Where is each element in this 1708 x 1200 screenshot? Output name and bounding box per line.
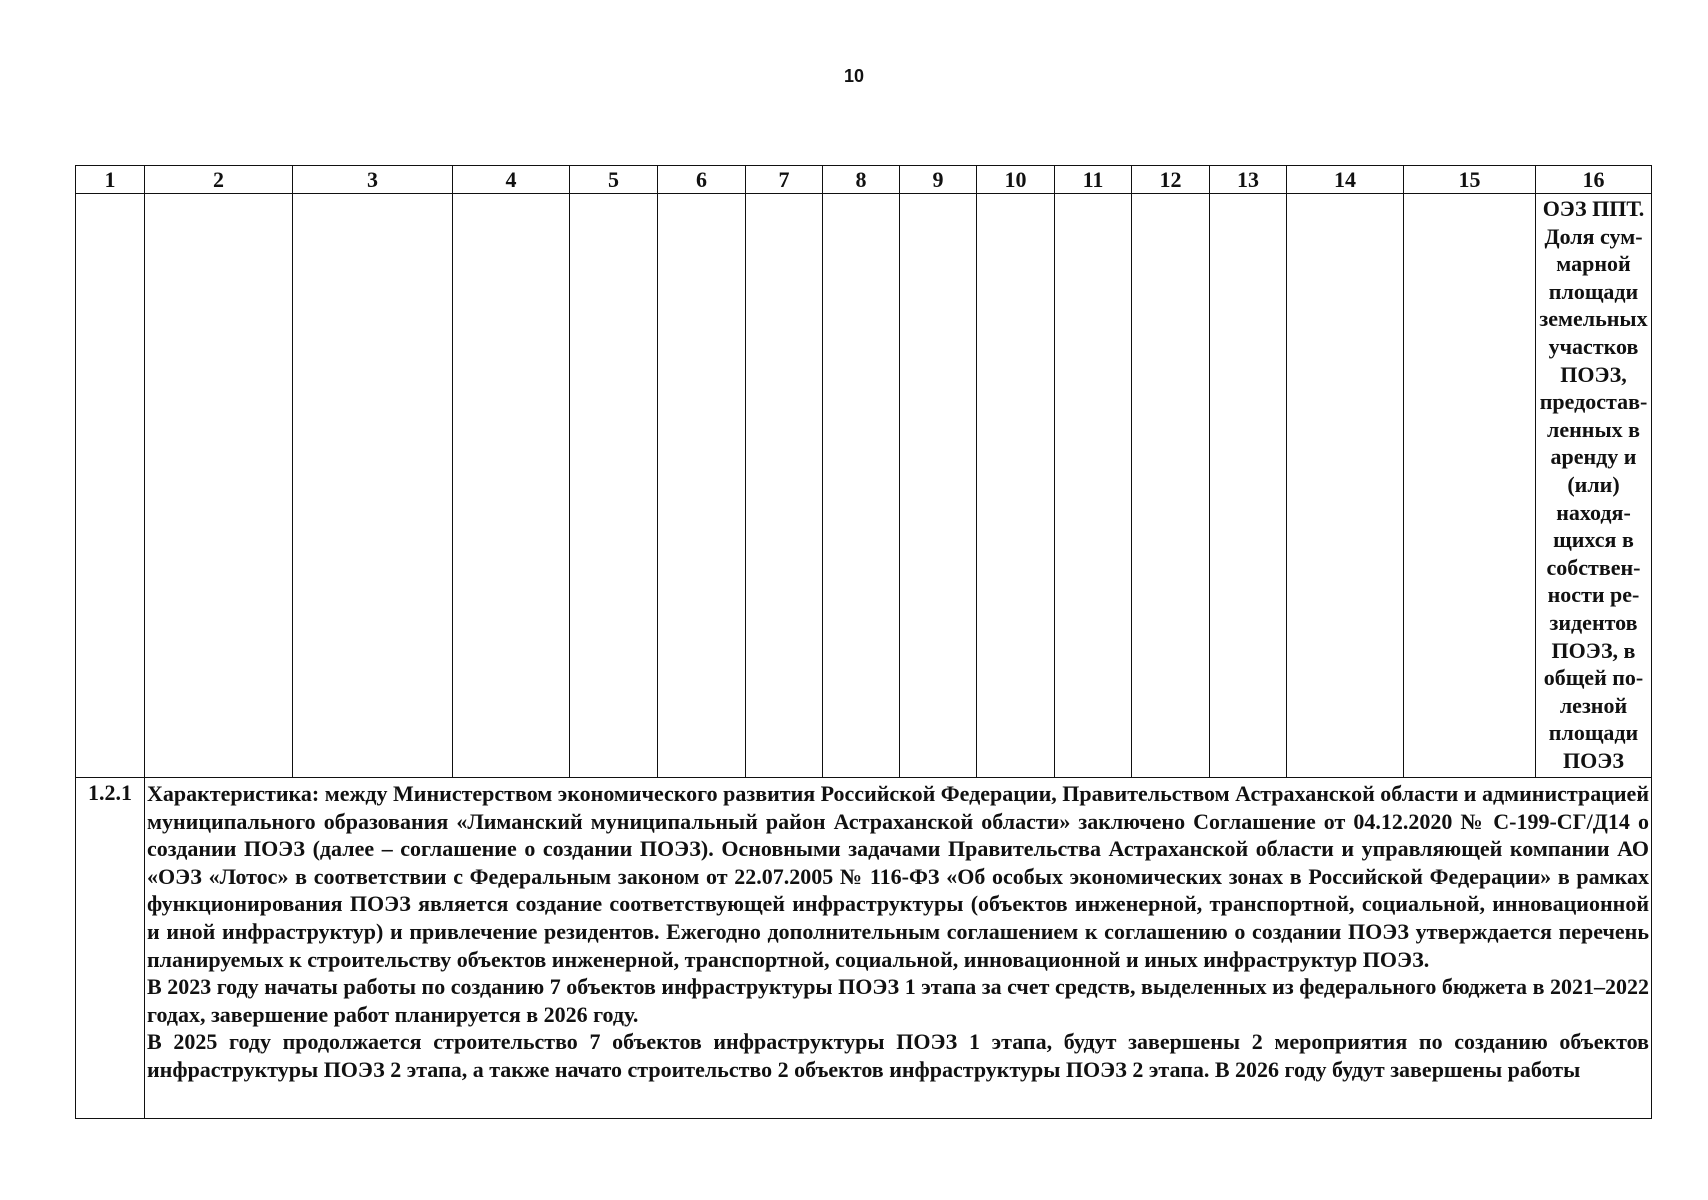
header-row: [76, 166, 1652, 194]
column-header: 9: [900, 166, 977, 194]
paragraph: В 2025 году продолжается строительство 7 объектов инфраструктуры ПОЭЗ 1 этапа, будут завершены 2 мероприятия по созданию объектов инфраструктуры ПОЭЗ 2 этапа, а также начато строительство 2 объектов инфраструктуры ПОЭЗ 2 этапа. В 2026 году будут завершены работы: [147, 1029, 1649, 1082]
column-header: 16: [1536, 166, 1652, 194]
cell-line: ПОЭЗ, в: [1551, 637, 1636, 663]
cell-line: ОЭЗ ППТ.: [1542, 196, 1645, 221]
empty-cell: [1287, 194, 1404, 778]
column-header: 6: [658, 166, 746, 194]
paragraph: Характеристика: между Министерством экономического развития Российской Федерации, Правительством Астраханской области и администрацией муниципального образования «Лиманский муниципальный район Астраханской области» заключено Соглашение от 04.12.2020 № С-199-СГ/Д14 о создании ПОЭЗ (далее – соглашение о создании ПОЭЗ). Основными задачами Правительства Астраханской области и управляющей компании АО «ОЭЗ «Лотос» в соответствии с Федеральным законом от 22.07.2005 № 116-ФЗ «Об особых экономических зонах в Российской Федерации» в рамках функционирования ПОЭЗ является создание соответствующей инфраструктуры (объектов инженерной, транспортной, социальной, инновационной и иной инфраструктур) и привлечение резидентов. Ежегодно дополнительным соглашением к соглашению о создании ПОЭЗ утверждается перечень планируемых к строительству объектов инженерной, транспортной, социальной, инновационной и иных инфраструктур ПОЭЗ.: [147, 781, 1649, 972]
section-text: [145, 778, 1652, 1119]
cell-line: ПОЭЗ,: [1560, 361, 1627, 387]
column-header: 11: [1055, 166, 1132, 194]
cell-line: аренду и: [1550, 444, 1637, 470]
column-header: 3: [293, 166, 453, 194]
cell-line: лезной: [1559, 692, 1628, 718]
cell-line: ленных в: [1546, 416, 1641, 442]
cell-line: площади: [1548, 278, 1639, 304]
paragraph: В 2023 году начаты работы по созданию 7 объектов инфраструктуры ПОЭЗ 1 этапа за счет средств, выделенных из федерального бюджета в 2021–2022 годах, завершение работ планируется в 2026 году.: [147, 974, 1649, 1027]
data-table: [75, 165, 1652, 1119]
cell-line: зидентов: [1549, 609, 1638, 635]
column-header: 13: [1210, 166, 1287, 194]
cell-line: Доля сум-: [1544, 223, 1643, 249]
cell-line: щихся в: [1553, 527, 1634, 553]
column-header: 14: [1287, 166, 1404, 194]
column-header: 5: [570, 166, 658, 194]
column-header: 15: [1404, 166, 1536, 194]
column-header: 10: [977, 166, 1055, 194]
column-header: 12: [1132, 166, 1210, 194]
page-number: 10: [843, 66, 865, 86]
empty-cell: [76, 194, 145, 778]
empty-cell: [823, 194, 900, 778]
cell-line: предостав-: [1539, 389, 1648, 415]
column-header: 2: [145, 166, 293, 194]
column-header: 1: [76, 166, 145, 194]
table-row: [76, 194, 1652, 778]
empty-cell: [453, 194, 570, 778]
empty-cell: [1404, 194, 1536, 778]
empty-cell: [658, 194, 746, 778]
empty-cell: [293, 194, 453, 778]
cell-line: (или): [1567, 471, 1620, 497]
empty-cell: [1132, 194, 1210, 778]
empty-cell: [977, 194, 1055, 778]
cell-line: участков: [1548, 333, 1639, 359]
empty-cell: [570, 194, 658, 778]
section-number: 1.2.1: [76, 778, 145, 1119]
cell-line: площади: [1548, 720, 1639, 746]
cell-line: ПОЭЗ: [1562, 747, 1625, 773]
indicator-description-cell: [1536, 194, 1652, 778]
empty-cell: [746, 194, 823, 778]
empty-cell: [1055, 194, 1132, 778]
empty-cell: [1210, 194, 1287, 778]
cell-line: марной: [1556, 251, 1631, 277]
empty-cell: [145, 194, 293, 778]
cell-line: ности ре-: [1547, 582, 1640, 608]
column-header: 4: [453, 166, 570, 194]
cell-line: общей по-: [1543, 665, 1644, 691]
section-row: [76, 778, 1652, 1119]
cell-line: находя-: [1556, 499, 1631, 525]
column-header: 7: [746, 166, 823, 194]
cell-line: собствен-: [1546, 554, 1641, 580]
cell-line: земельных: [1539, 306, 1648, 332]
column-header: 8: [823, 166, 900, 194]
empty-cell: [900, 194, 977, 778]
